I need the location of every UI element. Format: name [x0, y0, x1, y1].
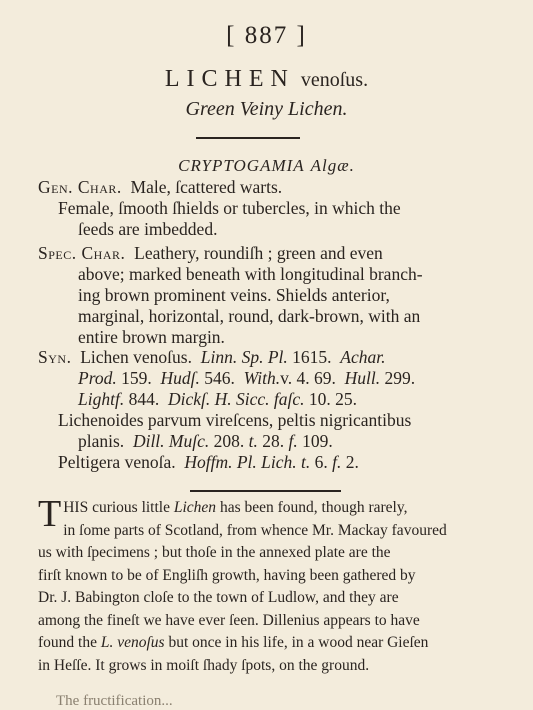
- drop-cap: T: [38, 493, 62, 535]
- species-epithet: venoſus.: [300, 69, 369, 91]
- specific-character: [38, 243, 498, 348]
- syn-line-2: Prod. 159. Hudſ. 546. With.v. 4. 69. Hull. 299.: [78, 368, 416, 388]
- common-name: Green Veiny Lichen.: [185, 98, 348, 120]
- body-line-8: in Heſſe. It grows in moiſt ſhady ſpots, on the ground.: [38, 656, 370, 674]
- body-line-2: in ſome parts of Scotland, from whence Mr. Mackay favoured: [63, 521, 447, 539]
- page-number: [ 887 ]: [226, 22, 307, 49]
- genus-name: LICHEN: [164, 66, 295, 92]
- spec-char-line: ing brown prominent veins. Shields anterior,: [78, 285, 390, 305]
- synonymy: [38, 347, 498, 473]
- spec-char-line: marginal, horizontal, round, dark-brown, with an: [78, 306, 421, 326]
- syn-line-6: Peltigera venoſa. Hoffm. Pl. Lich. t. 6. f. 2.: [58, 452, 359, 472]
- syn-line-4: Lichenoides parvum vireſcens, peltis nigricantibus: [58, 410, 412, 430]
- order-name: Algæ.: [310, 156, 355, 175]
- class-name: CRYPTOGAMIA: [178, 156, 305, 175]
- syn-line-5: planis. Dill. Muſc. 208. t. 28. f. 109.: [78, 431, 333, 451]
- gen-char-label: Gen. Char.: [38, 177, 122, 197]
- body-line-6: among the fineſt we have ever ſeen. Dillenius appears to have: [38, 611, 420, 629]
- generic-character: [38, 177, 498, 240]
- cut-off-line: The fructification...: [56, 693, 173, 709]
- gen-char-line-3: ſeeds are imbedded.: [78, 219, 218, 239]
- body-line-7: found the L. venoſus but once in his life, in a wood near Gieſen: [38, 634, 429, 651]
- spec-char-line-1: Spec. Char. Leathery, roundiſh ; green and even: [38, 243, 383, 263]
- body-paragraph: [38, 493, 494, 677]
- spec-char-line: above; marked beneath with longitudinal branch-: [78, 264, 423, 284]
- syn-label: Syn.: [38, 347, 72, 367]
- syn-line-3: Lightf. 844. Dickſ. H. Sicc. faſc. 10. 25.: [78, 389, 358, 409]
- gen-char-line-1: Gen. Char. Male, ſcattered warts.: [38, 177, 283, 197]
- body-line-5: Dr. J. Babington cloſe to the town of Ludlow, and they are: [38, 589, 399, 606]
- syn-line-1: Syn. Lichen venoſus. Linn. Sp. Pl. 1615. Achar.: [38, 347, 386, 367]
- spec-char-line: entire brown margin.: [78, 327, 225, 347]
- body-line-4: firſt known to be of Engliſh growth, having been gathered by: [38, 566, 416, 584]
- body-line-3: us with ſpecimens ; but thoſe in the annexed plate are the: [38, 544, 391, 561]
- body-line-1: HIS curious little Lichen has been found, though rarely,: [63, 499, 408, 516]
- section-divider: [190, 490, 341, 492]
- spec-char-label: Spec. Char.: [38, 243, 126, 263]
- gen-char-line-2: Female, ſmooth ſhields or tubercles, in which the: [58, 198, 401, 218]
- title-divider: [196, 137, 300, 139]
- classification: [0, 156, 533, 176]
- species-title: [0, 66, 533, 93]
